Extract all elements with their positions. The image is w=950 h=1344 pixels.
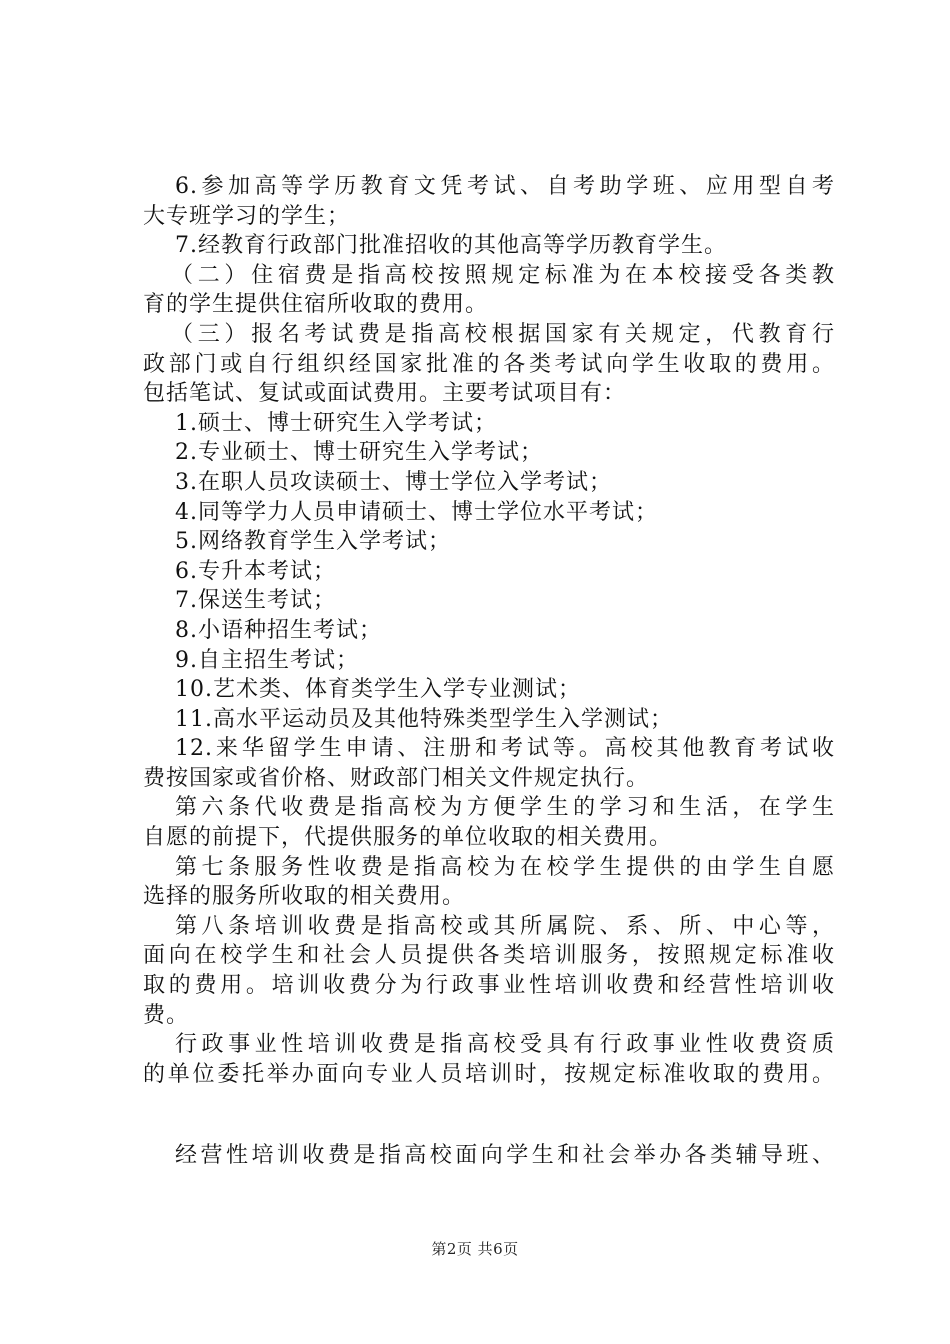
text-line: 8.小语种招生考试；	[175, 617, 382, 643]
text-line: 4.同等学力人员申请硕士、博士学位水平考试；	[175, 499, 658, 525]
text-line: 6.参加高等学历教育文凭考试、自考助学班、应用型自考	[175, 174, 835, 199]
text-line: 2.专业硕士、博士研究生入学考试；	[175, 440, 543, 466]
text-line: 政部门或自行组织经国家批准的各类考试向学生收取的费用。	[143, 351, 835, 377]
text-line: 第七条服务性收费是指高校为在校学生提供的由学生自愿	[175, 854, 835, 880]
text-line: 5.网络教育学生入学考试；	[175, 529, 451, 555]
document-body	[143, 172, 835, 1171]
text-line: 自愿的前提下，代提供服务的单位收取的相关费用。	[143, 825, 673, 851]
text-line: 取的费用。培训收费分为行政事业性培训收费和经营性培训收	[143, 973, 835, 999]
text-line: 7.经教育行政部门批准招收的其他高等学历教育学生。	[175, 233, 727, 259]
text-line: 12.来华留学生申请、注册和考试等。高校其他教育考试收	[175, 736, 835, 762]
text-line: （二）住宿费是指高校按照规定标准为在本校接受各类教	[171, 262, 835, 288]
text-line: 6.专升本考试；	[175, 558, 336, 584]
text-line: 第六条代收费是指高校为方便学生的学习和生活，在学生	[175, 795, 835, 821]
text-line: 育的学生提供住宿所收取的费用。	[143, 292, 489, 318]
text-line: 1.硕士、博士研究生入学考试；	[175, 410, 497, 436]
text-line: 包括笔试、复试或面试费用。主要考试项目有：	[143, 381, 627, 407]
text-line: 大专班学习的学生；	[143, 203, 351, 229]
text-line: 行政事业性培训收费是指高校受具有行政事业性收费资质	[175, 1032, 835, 1058]
text-line: 10.艺术类、体育类学生入学专业测试；	[175, 677, 581, 703]
text-line: 面向在校学生和社会人员提供各类培训服务，按照规定标准收	[143, 943, 835, 969]
paragraph-gap	[143, 1089, 835, 1141]
text-line: （三）报名考试费是指高校根据国家有关规定，代教育行	[171, 321, 835, 347]
text-line: 7.保送生考试；	[175, 588, 336, 614]
text-line: 9.自主招生考试；	[175, 647, 359, 673]
text-line: 第八条培训收费是指高校或其所属院、系、所、中心等，	[175, 913, 835, 939]
text-line: 费按国家或省价格、财政部门相关文件规定执行。	[143, 765, 650, 791]
text-line: 3.在职人员攻读硕士、博士学位入学考试；	[175, 469, 612, 495]
page-footer: 第2页 共6页	[431, 1240, 519, 1258]
text-line: 费。	[143, 1002, 190, 1028]
text-line: 11.高水平运动员及其他特殊类型学生入学测试；	[175, 706, 673, 732]
text-line: 的单位委托举办面向专业人员培训时，按规定标准收取的费用。	[143, 1061, 835, 1087]
text-line: 经营性培训收费是指高校面向学生和社会举办各类辅导班、	[175, 1143, 835, 1169]
text-line: 选择的服务所收取的相关费用。	[143, 884, 466, 910]
